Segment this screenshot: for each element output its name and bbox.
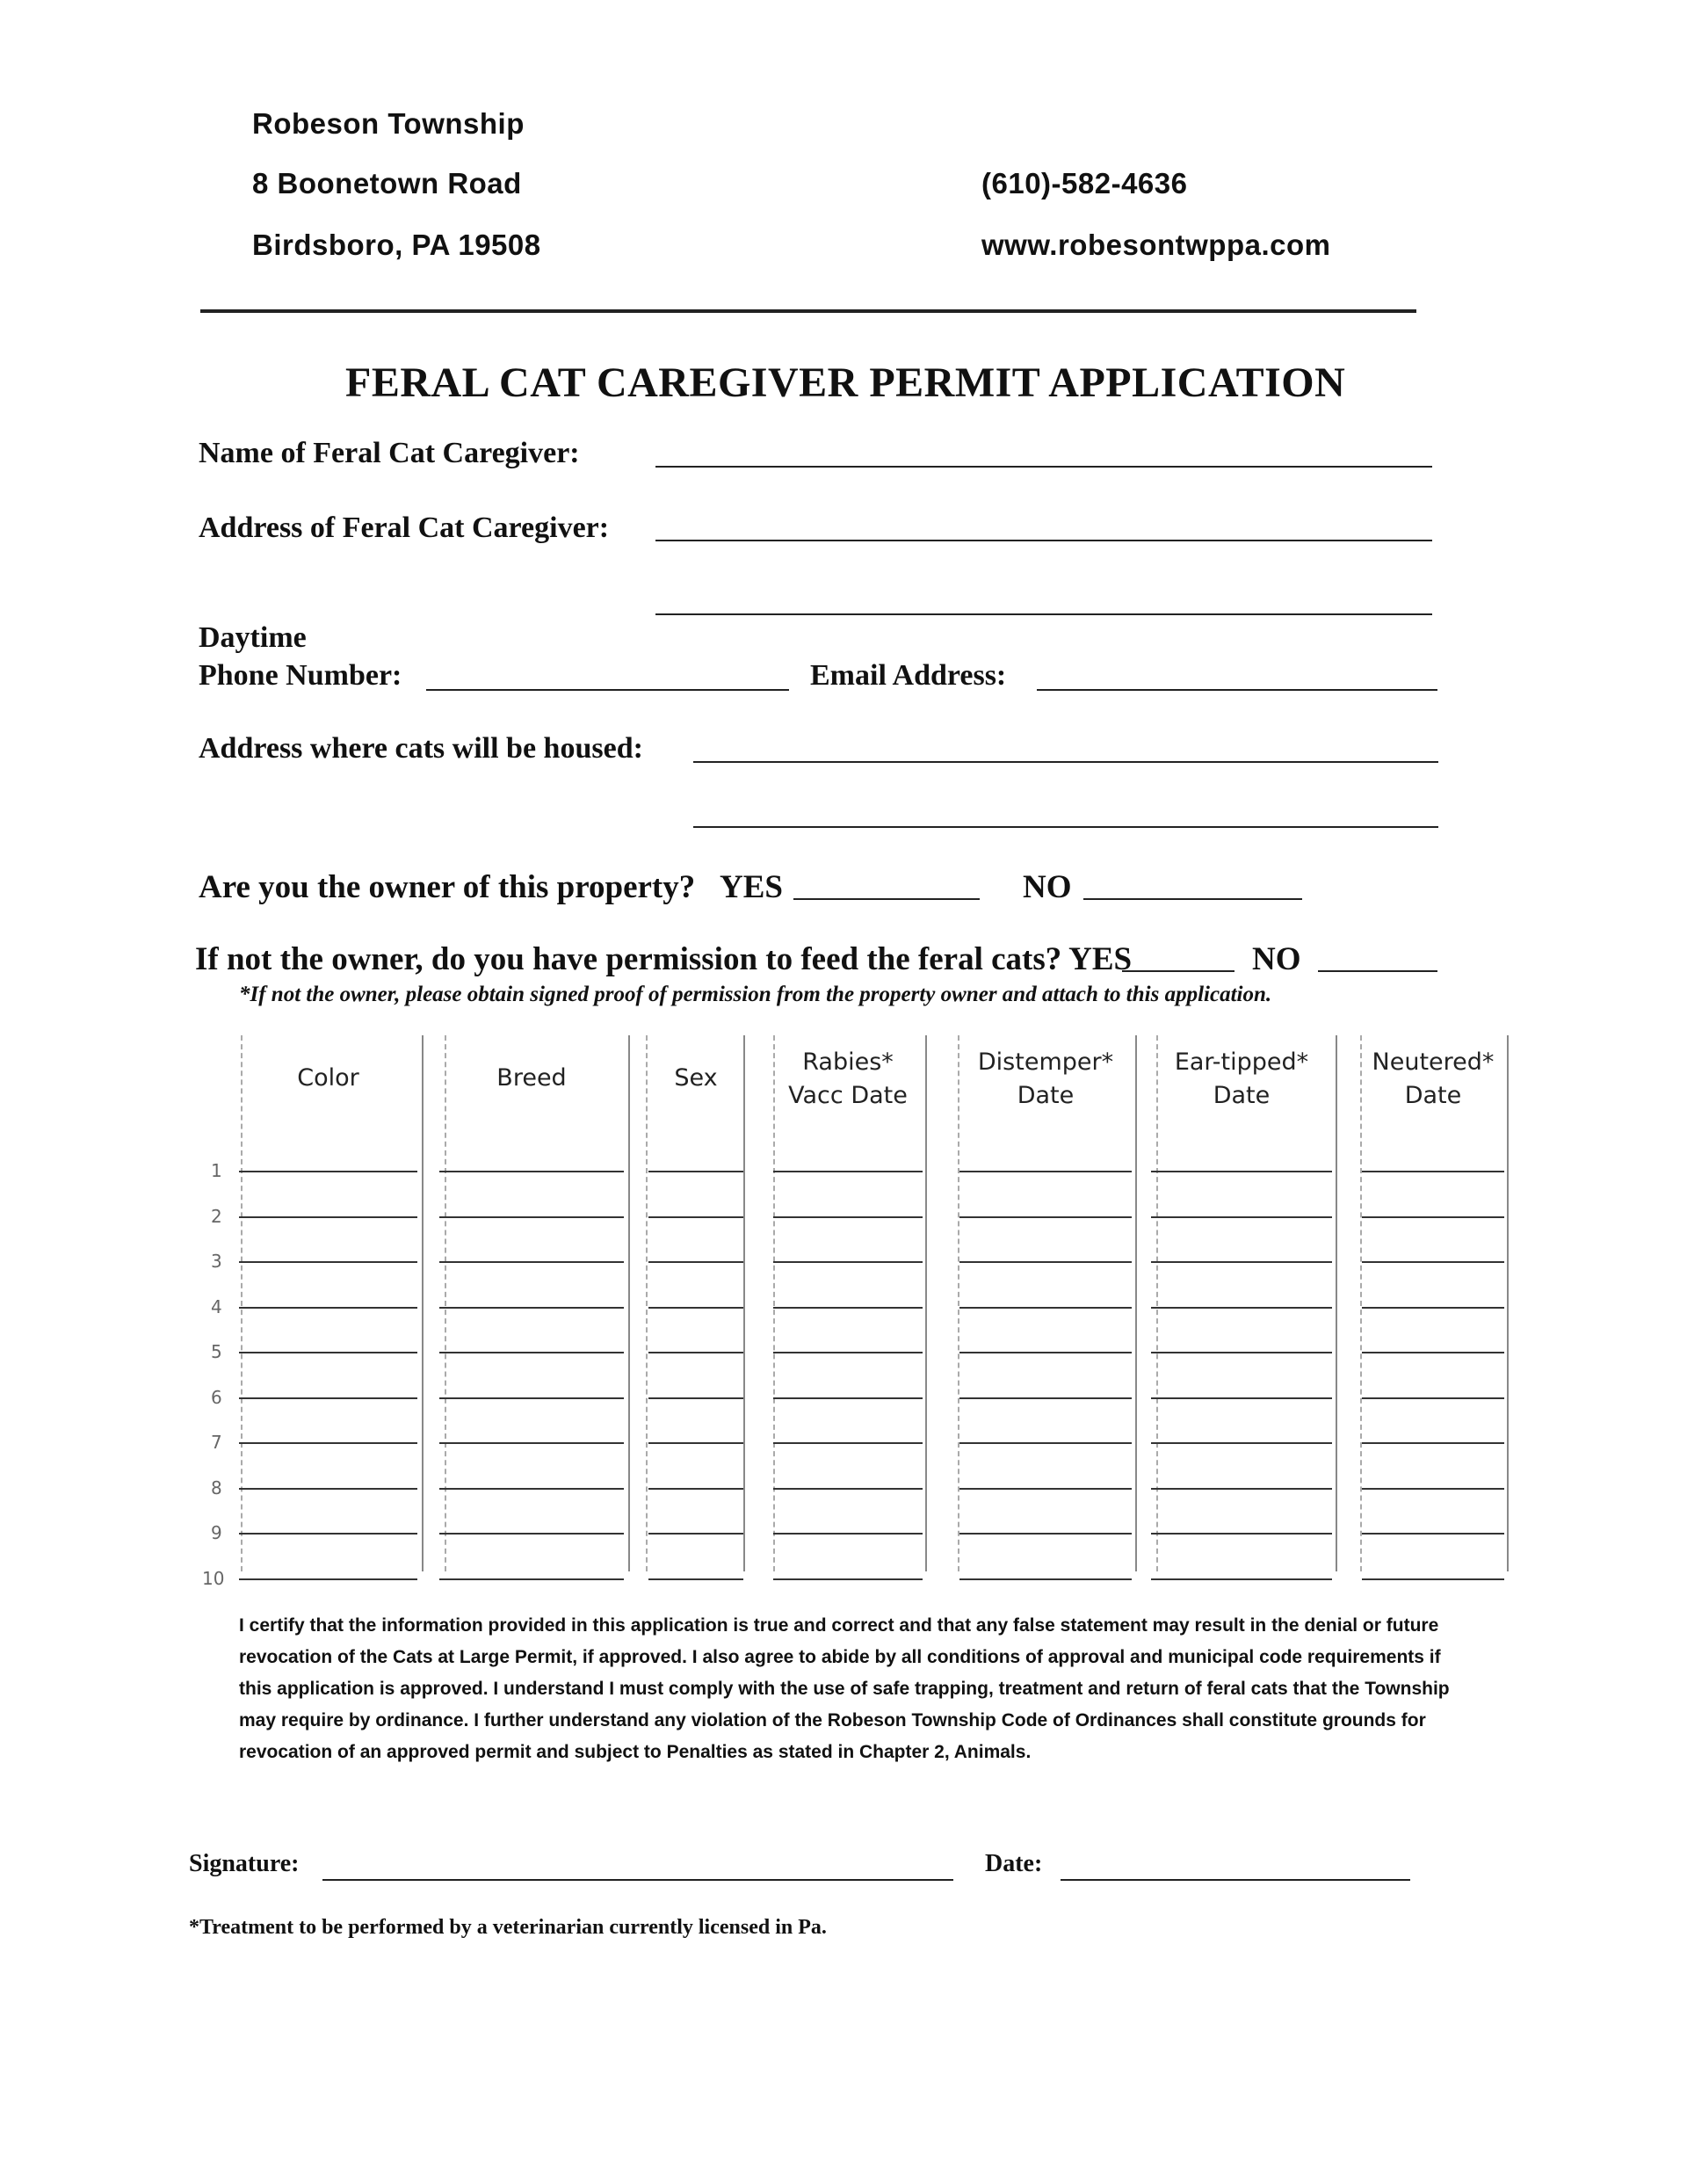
table-cell-field[interactable] (959, 1216, 1132, 1218)
table-cell-field[interactable] (959, 1397, 1132, 1399)
table-column-divider (958, 1035, 959, 1571)
table-column-divider (241, 1035, 243, 1571)
website-link[interactable]: www.robesontwppa.com (981, 229, 1331, 261)
table-cell-field[interactable] (773, 1307, 923, 1309)
phone-number-label: Phone Number: (199, 659, 402, 692)
table-cell-field[interactable] (1362, 1533, 1504, 1535)
caregiver-name-label: Name of Feral Cat Caregiver: (199, 437, 580, 469)
table-cell-field[interactable] (648, 1578, 743, 1580)
table-cell-field[interactable] (439, 1307, 624, 1309)
table-cell-field[interactable] (1362, 1216, 1504, 1218)
table-cell-field[interactable] (959, 1442, 1132, 1444)
table-cell-field[interactable] (1151, 1352, 1332, 1353)
table-column-divider (773, 1035, 775, 1571)
table-row-number: 4 (211, 1295, 222, 1317)
table-column-header: Neutered* Date (1372, 1048, 1495, 1109)
table-cell-field[interactable] (239, 1352, 417, 1353)
street-address: 8 Boonetown Road (252, 167, 522, 200)
table-cell-field[interactable] (439, 1578, 624, 1580)
table-cell-field[interactable] (1362, 1171, 1504, 1172)
table-cell-field[interactable] (773, 1171, 923, 1172)
table-cell-field[interactable] (959, 1488, 1132, 1490)
caregiver-address-field-2[interactable] (655, 613, 1432, 615)
date-field[interactable] (1061, 1879, 1410, 1881)
table-cell-field[interactable] (239, 1533, 417, 1535)
header-divider (200, 309, 1416, 313)
table-cell-field[interactable] (959, 1261, 1132, 1263)
table-cell-field[interactable] (439, 1171, 624, 1172)
table-cell-field[interactable] (648, 1488, 743, 1490)
table-cell-field[interactable] (773, 1578, 923, 1580)
table-cell-field[interactable] (773, 1216, 923, 1218)
table-cell-field[interactable] (239, 1488, 417, 1490)
table-cell-field[interactable] (648, 1171, 743, 1172)
table-column-divider (925, 1035, 927, 1571)
form-title: FERAL CAT CAREGIVER PERMIT APPLICATION (345, 359, 1346, 406)
phone-number: (610)-582-4636 (981, 167, 1188, 200)
table-cell-field[interactable] (1362, 1488, 1504, 1490)
city-state-zip: Birdsboro, PA 19508 (252, 229, 541, 261)
table-cell-field[interactable] (1151, 1442, 1332, 1444)
org-name: Robeson Township (252, 107, 525, 140)
table-cell-field[interactable] (439, 1397, 624, 1399)
table-cell-field[interactable] (959, 1307, 1132, 1309)
table-cell-field[interactable] (959, 1578, 1132, 1580)
table-cell-field[interactable] (439, 1488, 624, 1490)
table-row-number: 1 (211, 1160, 222, 1181)
table-row-number: 7 (211, 1432, 222, 1453)
owner-question: Are you the owner of this property? (199, 869, 696, 905)
signature-field[interactable] (322, 1879, 953, 1881)
housed-address-label: Address where cats will be housed: (199, 732, 643, 765)
table-cell-field[interactable] (959, 1352, 1132, 1353)
table-cell-field[interactable] (239, 1216, 417, 1218)
phone-number-field[interactable] (426, 689, 789, 691)
table-cell-field[interactable] (648, 1352, 743, 1353)
email-address-label: Email Address: (810, 659, 1007, 692)
table-cell-field[interactable] (1151, 1488, 1332, 1490)
table-column-divider (1156, 1035, 1158, 1571)
table-cell-field[interactable] (648, 1216, 743, 1218)
table-cell-field[interactable] (773, 1397, 923, 1399)
table-column-divider (628, 1035, 630, 1571)
table-cell-field[interactable] (648, 1307, 743, 1309)
table-cell-field[interactable] (1151, 1216, 1332, 1218)
caregiver-address-field[interactable] (655, 540, 1432, 541)
table-row-number: 3 (211, 1251, 222, 1272)
table-cell-field[interactable] (439, 1442, 624, 1444)
table-row-number: 5 (211, 1341, 222, 1362)
table-column-header: Color (297, 1064, 359, 1092)
table-cell-field[interactable] (239, 1261, 417, 1263)
table-cell-field[interactable] (439, 1352, 624, 1353)
table-cell-field[interactable] (1151, 1171, 1332, 1172)
permission-question: If not the owner, do you have permission to feed the feral cats? YES (195, 941, 1133, 977)
table-column-divider (1336, 1035, 1337, 1571)
owner-no-label: NO (1023, 869, 1072, 905)
owner-yes-field[interactable] (793, 898, 980, 900)
table-cell-field[interactable] (959, 1171, 1132, 1172)
cat-table (185, 1035, 1513, 1589)
table-cell-field[interactable] (239, 1171, 417, 1172)
caregiver-name-field[interactable] (655, 466, 1432, 468)
permission-no-field[interactable] (1318, 970, 1437, 972)
table-cell-field[interactable] (239, 1397, 417, 1399)
table-cell-field[interactable] (239, 1442, 417, 1444)
table-cell-field[interactable] (239, 1307, 417, 1309)
table-cell-field[interactable] (1151, 1261, 1332, 1263)
table-column-divider (445, 1035, 446, 1571)
table-cell-field[interactable] (1151, 1397, 1332, 1399)
table-cell-field[interactable] (1362, 1307, 1504, 1309)
table-cell-field[interactable] (773, 1533, 923, 1535)
table-row-number: 8 (211, 1477, 222, 1498)
table-cell-field[interactable] (1362, 1352, 1504, 1353)
table-cell-field[interactable] (439, 1216, 624, 1218)
table-cell-field[interactable] (1151, 1307, 1332, 1309)
signature-label: Signature: (189, 1850, 300, 1877)
footnote: *Treatment to be performed by a veterinarian currently licensed in Pa. (189, 1916, 827, 1939)
table-column-header: Distemper* Date (977, 1048, 1114, 1109)
table-cell-field[interactable] (1362, 1397, 1504, 1399)
table-cell-field[interactable] (773, 1261, 923, 1263)
table-column-divider (743, 1035, 745, 1571)
table-cell-field[interactable] (1362, 1578, 1504, 1580)
table-row-number: 6 (211, 1386, 222, 1408)
table-cell-field[interactable] (1151, 1533, 1332, 1535)
table-cell-field[interactable] (1362, 1261, 1504, 1263)
table-cell-field[interactable] (648, 1397, 743, 1399)
table-cell-field[interactable] (239, 1578, 417, 1580)
table-column-divider (422, 1035, 424, 1571)
permission-note: *If not the owner, please obtain signed proof of permission from the property owner and attach to this application. (239, 983, 1272, 1006)
table-column-divider (1507, 1035, 1509, 1571)
table-cell-field[interactable] (1362, 1442, 1504, 1444)
date-label: Date: (985, 1850, 1043, 1877)
table-column-divider (646, 1035, 648, 1571)
caregiver-address-label: Address of Feral Cat Caregiver: (199, 512, 610, 544)
table-cell-field[interactable] (648, 1442, 743, 1444)
table-cell-field[interactable] (648, 1533, 743, 1535)
housed-address-field[interactable] (693, 761, 1438, 763)
owner-no-field[interactable] (1083, 898, 1302, 900)
email-address-field[interactable] (1037, 689, 1437, 691)
owner-yes-label: YES (720, 869, 783, 905)
table-cell-field[interactable] (959, 1533, 1132, 1535)
table-cell-field[interactable] (439, 1261, 624, 1263)
table-column-header: Ear-tipped* Date (1174, 1048, 1309, 1109)
table-row-number: 2 (211, 1205, 222, 1227)
permission-no-label: NO (1252, 941, 1301, 977)
daytime-label: Daytime (199, 621, 307, 654)
certification-statement: I certify that the information provided in this application is true and correct and that any false statement may result in the denial or future revocation of the Cats at Large Permit, if approved. I also agree to abide by all conditions of approval and municipal code requirements if this application is approved. I understand I must comply with the use of safe trapping, treatment and return of feral cats that the Township may require by ordinance. I further understand any violation of the Robeson Township Code of Ordinances shall constitute grounds for revocation of an approved permit and subject to Penalties as stated in Chapter 2, Animals. (239, 1615, 1450, 1762)
permission-yes-field[interactable] (1122, 970, 1234, 972)
table-column-header: Rabies* Vacc Date (788, 1048, 908, 1109)
table-cell-field[interactable] (1151, 1578, 1332, 1580)
table-cell-field[interactable] (773, 1352, 923, 1353)
table-column-header: Sex (674, 1064, 718, 1092)
table-column-divider (1360, 1035, 1362, 1571)
table-row-number: 9 (211, 1522, 222, 1543)
housed-address-field-2[interactable] (693, 826, 1438, 828)
table-cell-field[interactable] (439, 1533, 624, 1535)
table-cell-field[interactable] (648, 1261, 743, 1263)
table-cell-field[interactable] (773, 1488, 923, 1490)
table-column-header: Breed (496, 1064, 567, 1092)
table-row-number: 10 (202, 1567, 225, 1589)
table-cell-field[interactable] (773, 1442, 923, 1444)
table-column-divider (1135, 1035, 1137, 1571)
